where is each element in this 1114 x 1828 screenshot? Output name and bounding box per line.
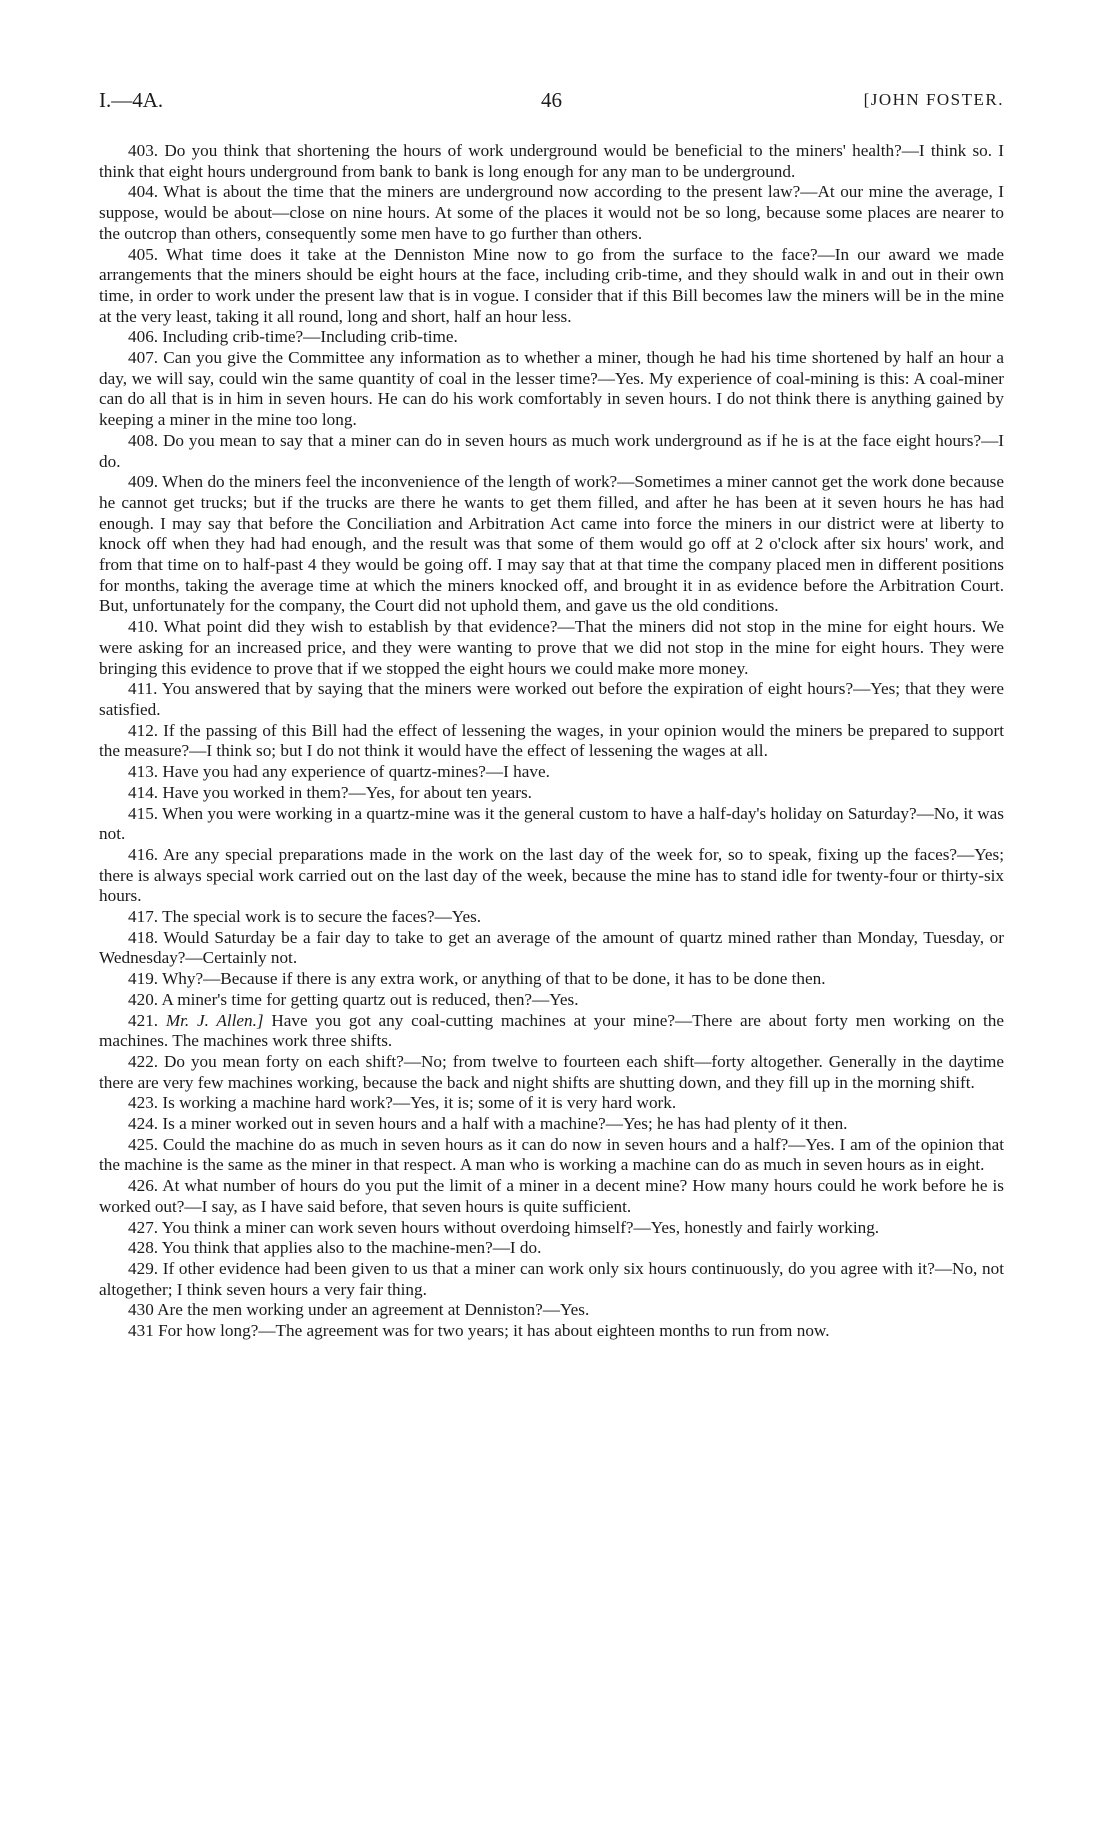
- question-number: 412.: [128, 720, 159, 740]
- question-number: 404.: [128, 182, 159, 202]
- question-number: 409.: [128, 472, 159, 492]
- question-answer-text: If the passing of this Bill had the effect of lessening the wages, in your opinion would the miners be prepared to support the measure?—I think so; but I do not think it would have the effect of lessening the wages at all.: [99, 720, 1004, 761]
- paper-reference: I.—4A.: [99, 88, 164, 112]
- question-number: 425.: [128, 1134, 159, 1154]
- question-number: 416.: [128, 844, 159, 864]
- question-number: 419.: [128, 969, 159, 989]
- question-paragraph: [99, 431, 1004, 472]
- question-number: 426.: [128, 1176, 159, 1196]
- question-number: 403.: [128, 141, 159, 160]
- question-number: 417.: [128, 907, 159, 927]
- question-answer-text: You think a miner can work seven hours without overdoing himself?—Yes, honestly and fairly working.: [161, 1217, 880, 1237]
- question-number: 414.: [128, 782, 159, 802]
- question-paragraph: [99, 327, 1004, 348]
- question-answer-text: If other evidence had been given to us that a miner can work only six hours continuously, do you agree with it?—No, not altogether; I think seven hours a very fair thing.: [99, 1258, 1004, 1299]
- question-number: 407.: [128, 348, 159, 368]
- question-answer-text: When you were working in a quartz-mine was it the general custom to have a half-day's holiday on Saturday?—No, it was not.: [99, 803, 1004, 844]
- question-answer-text: Including crib-time?—Including crib-time.: [162, 327, 458, 347]
- question-paragraph: [99, 907, 1004, 928]
- question-paragraph: [99, 141, 1004, 182]
- question-answer-text: Do you think that shortening the hours of work underground would be beneficial to the miners' health?—I think so. I think that eight hours underground from bank to bank is long enough for any man to be underground.: [99, 141, 1005, 181]
- question-answer-text: What time does it take at the Denniston Mine now to go from the surface to the face?—In our award we made arrangements that the miners should be eight hours at the face, including crib-time, and they should walk in and out in their own time, in order to work under the present law that is in vogue. I consider that if this Bill becomes law the miners will be in the mine at the very least, taking it all round, long and short, half an hour less.: [99, 244, 1004, 326]
- question-number: 418.: [128, 927, 159, 947]
- question-number: 423.: [128, 1093, 159, 1113]
- question-answer-text: A miner's time for getting quartz out is reduced, then?—Yes.: [161, 989, 579, 1009]
- question-paragraph: [99, 679, 1004, 720]
- question-answer-text: Do you mean to say that a miner can do in seven hours as much work underground as if he is at the face eight hours?—I do.: [99, 430, 1005, 471]
- speaker-name: Mr. J. Allen.]: [165, 1010, 264, 1030]
- witness-name: [JOHN FOSTER.: [863, 90, 1004, 109]
- question-answer-text: When do the miners feel the inconvenience of the length of work?—Sometimes a miner cannot get the work done because he cannot get trucks; but if the trucks are there he wants to get them filled, and after he has been at it seven hours he has had enough. I may say that before the Conciliation and Arbitration Act came into force the miners in our district were at liberty to knock off when they had had enough, and the result was that some of them would go off at 2 o'clock after six hours' work, and from that time on to half-past 4 they would be going off. I may say that at that time the company placed men in different positions for months, taking the average time at which the miners knocked off, and brought it in as evidence before the Arbitration Court. But, unfortunately for the company, the Court did not uphold them, and gave us the old conditions.: [99, 472, 1004, 616]
- question-paragraph: [99, 1114, 1004, 1135]
- question-paragraph: [99, 783, 1004, 804]
- question-answer-text: At what number of hours do you put the limit of a miner in a decent mine? How many hours could he work before he is worked out?—I say, as I have said before, that seven hours is quite sufficient.: [99, 1176, 1004, 1216]
- question-number: 408.: [128, 430, 159, 450]
- question-answer-text: You answered that by saying that the miners were worked out before the expiration of eight hours?—Yes; that they were satisfied.: [99, 679, 1004, 719]
- question-answer-text: Can you give the Committee any information as to whether a miner, though he had his time shortened by half an hour a day, we will say, could win the same quantity of coal in the lesser time?—Yes. My experience of coal-mining is this: A coal-miner can do all that is in him in seven hours. He can do his work comfortably in seven hours. I do not think there is anything gained by keeping a miner in the mine too long.: [99, 348, 1004, 430]
- question-paragraph: [99, 928, 1004, 969]
- question-number: 421.: [128, 1010, 159, 1030]
- question-answer-text: For how long?—The agreement was for two years; it has about eighteen months to run from now.: [158, 1321, 830, 1341]
- question-number: 406.: [128, 327, 159, 347]
- document-page: [99, 88, 1004, 1342]
- question-number: 428.: [128, 1238, 159, 1258]
- question-answer-text: The special work is to secure the faces?—Yes.: [162, 907, 482, 927]
- running-header: [99, 88, 1004, 118]
- question-number: 420.: [128, 989, 159, 1009]
- evidence-body: [99, 141, 1004, 1342]
- question-number: 427.: [128, 1217, 159, 1237]
- question-paragraph: [99, 182, 1004, 244]
- question-answer-text: Why?—Because if there is any extra work, or anything of that to be done, it has to be done then.: [162, 969, 826, 989]
- question-number: 405.: [128, 244, 159, 264]
- question-answer-text: What is about the time that the miners are underground now according to the present law?—At our mine the average, I suppose, would be about—close on nine hours. At some of the places it would not be so long, because some places are nearer to the outcrop than others, consequently some men have to go further than others.: [99, 182, 1004, 243]
- question-paragraph: [99, 1300, 1004, 1321]
- question-paragraph: [99, 1011, 1004, 1052]
- question-number: 424.: [128, 1114, 159, 1134]
- question-answer-text: Have you worked in them?—Yes, for about ten years.: [162, 782, 532, 802]
- page-number: 46: [541, 88, 562, 112]
- question-paragraph: [99, 245, 1004, 328]
- question-paragraph: [99, 1218, 1004, 1239]
- question-paragraph: [99, 1321, 1004, 1342]
- question-number: 411.: [128, 679, 158, 699]
- question-paragraph: [99, 762, 1004, 783]
- question-answer-text: Have you had any experience of quartz-mines?—I have.: [162, 762, 550, 782]
- question-paragraph: [99, 721, 1004, 762]
- question-answer-text: Have you got any coal-cutting machines at your mine?—There are about forty men working on the machines. The machines work three shifts.: [99, 1010, 1005, 1051]
- question-answer-text: Could the machine do as much in seven hours as it can do now in seven hours and a half?—Yes. I am of the opinion that the machine is the same as the miner in that respect. A man who is working a machine can do as much in seven hours as in eight.: [99, 1134, 1004, 1175]
- question-number: 429.: [128, 1258, 159, 1278]
- question-number: 415.: [128, 803, 159, 823]
- question-answer-text: You think that applies also to the machine-men?—I do.: [161, 1238, 542, 1258]
- question-paragraph: [99, 990, 1004, 1011]
- question-paragraph: [99, 1135, 1004, 1176]
- question-number: 430: [128, 1300, 154, 1320]
- question-paragraph: [99, 1176, 1004, 1217]
- question-answer-text: Are any special preparations made in the work on the last day of the week for, so to speak, fixing up the faces?—Yes; there is always special work carried out on the last day of the week, because the mine has to stand idle for twenty-four or thirty-six hours.: [99, 844, 1004, 906]
- question-paragraph: [99, 1259, 1004, 1300]
- question-paragraph: [99, 1052, 1004, 1093]
- question-paragraph: [99, 617, 1004, 679]
- question-paragraph: [99, 348, 1004, 431]
- question-number: 410.: [128, 617, 159, 637]
- question-answer-text: Would Saturday be a fair day to take to get an average of the amount of quartz mined rather than Monday, Tuesday, or Wednesday?—Certainly not.: [99, 927, 1004, 968]
- question-answer-text: Is working a machine hard work?—Yes, it is; some of it is very hard work.: [162, 1093, 677, 1113]
- question-answer-text: Are the men working under an agreement at Denniston?—Yes.: [157, 1300, 590, 1320]
- question-answer-text: Do you mean forty on each shift?—No; from twelve to fourteen each shift—forty altogether. Generally in the daytime there are very few machines working, because the back and night shifts are shutting down, and they fill up in the morning shift.: [99, 1051, 1005, 1092]
- question-number: 422.: [128, 1051, 159, 1071]
- question-answer-text: Is a miner worked out in seven hours and a half with a machine?—Yes; he has had plenty of it then.: [162, 1114, 848, 1134]
- question-paragraph: [99, 1093, 1004, 1114]
- question-answer-text: What point did they wish to establish by that evidence?—That the miners did not stop in the mine for eight hours. We were asking for an increased price, and they were wanting to prove that we did not stop in the mine for eight hours. They were bringing this evidence to prove that if we stopped the eight hours we could make more money.: [99, 617, 1004, 678]
- question-paragraph: [99, 472, 1004, 617]
- question-paragraph: [99, 969, 1004, 990]
- question-paragraph: [99, 845, 1004, 907]
- question-paragraph: [99, 804, 1004, 845]
- question-paragraph: [99, 1238, 1004, 1259]
- question-number: 431: [128, 1321, 154, 1341]
- question-number: 413.: [128, 762, 159, 782]
